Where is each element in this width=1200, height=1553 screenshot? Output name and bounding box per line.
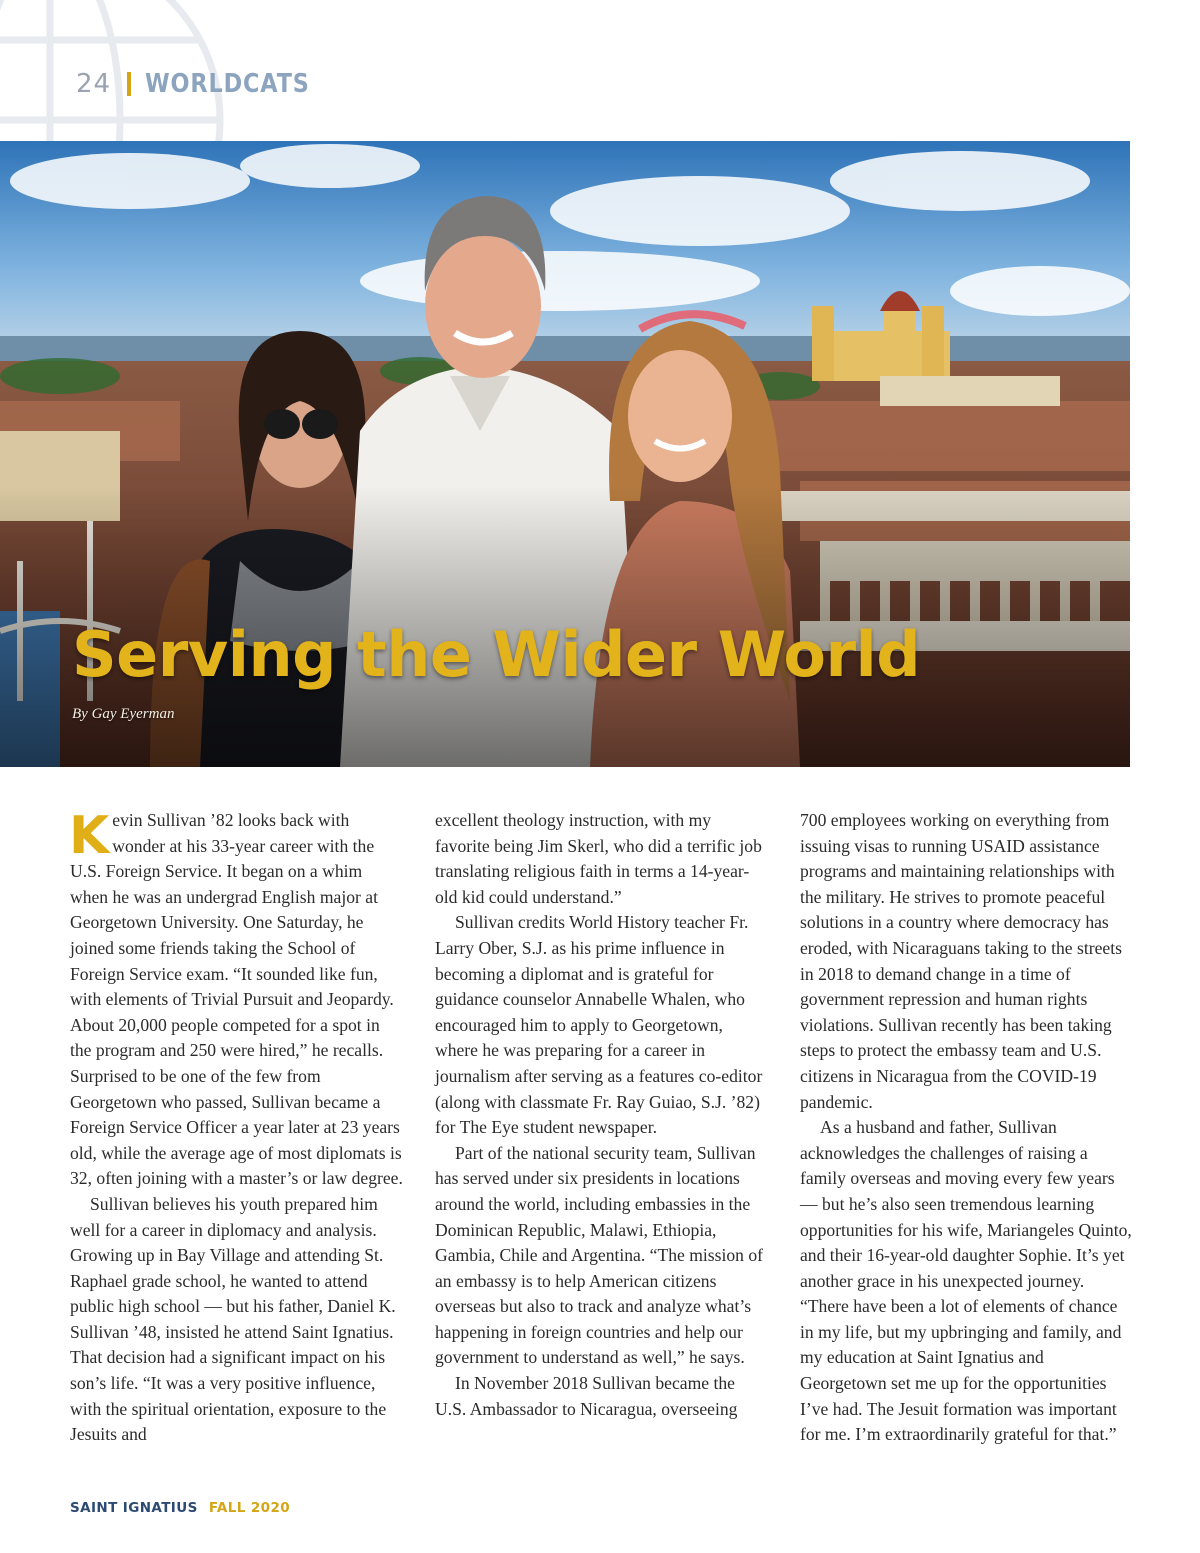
header-divider [127,72,131,96]
paragraph: excellent theology instruction, with my favorite being Jim Skerl, who did a terrific job translating religious faith in terms a 14-year-old kid could understand.” [435,810,762,907]
paragraph: Part of the national security team, Sullivan has served under six presidents in locations around the world, including embassies in the Dominican Republic, Malawi, Ethiopia, Gambia, Chile and Argentina. “The mission of an embassy is to help American citizens overseas but also to track and analyze what’s happening in foreign countries and help our government to understand as well,” he says. [435,1142,764,1368]
article-column-2 [435,808,768,1422]
section-title: WORLDCATS [145,69,310,99]
article-column-3 [800,808,1133,1448]
paragraph: Sullivan believes his youth prepared him well for a career in diplomacy and analysis. Growing up in Bay Village and attending St. Raphael grade school, he wanted to attend public high school — but his father, Daniel K. Sullivan ’48, insisted he attend Saint Ignatius. That decision had a significant impact on his son’s life. “It was a very positive influence, with the spiritual orientation, exposure to the Jesuits and [70,1193,396,1445]
paragraph: Kevin Sullivan ’82 looks back with wonder at his 33-year career with the U.S. Foreign Service. It began on a whim when he was an undergrad English major at Georgetown University. One Saturday, he joined some friends taking the School of Foreign Service exam. “It sounded like fun, with elements of Trivial Pursuit and Jeopardy. About 20,000 people competed for a spot in the program and 250 were hired,” he recalls. Surprised to be one of the few from Georgetown who passed, Sullivan became a Foreign Service Officer a year later at 23 years old, while the average age of most diplomats is 32, often joining with a master’s or law degree. [69,806,403,1189]
drop-cap: K [69,806,110,866]
paragraph: In November 2018 Sullivan became the U.S. Ambassador to Nicaragua, overseeing [435,1373,738,1419]
byline: By Gay Eyerman [72,706,175,722]
article-title: Serving the Wider World [72,618,921,691]
paragraph: As a husband and father, Sullivan acknowledges the challenges of raising a family overseas and moving every few years — but he’s also seen tremendous learning opportunities for his wife, Mariangeles Quinto, and their 16-year-old daughter Sophie. It’s yet another grace in his unexpected journey. “There have been a lot of elements of chance in my life, but my upbringing and family, and my education at Saint Ignatius and Georgetown set me up for the opportunities I’ve had. The Jesuit formation was important for me. I’m extraordinarily grateful for that.” [800,1117,1132,1445]
page-number: 24 [76,69,112,99]
page-header [76,66,337,102]
publication-name: SAINT IGNATIUS [70,1500,198,1516]
paragraph: Sullivan credits World History teacher Fr. Larry Ober, S.J. as his prime influence in becoming a diplomat and is grateful for guidance counselor Annabelle Whalen, who encouraged him to apply to Georgetown, where he was preparing for a career in journalism after serving as a features co-editor (along with classmate Fr. Ray Guiao, S.J. ’82) for The Eye student newspaper. [435,912,763,1138]
paragraph: 700 employees working on everything from issuing visas to running USAID assistance programs and maintaining relationships with the military. He strives to promote peaceful solutions in a country where democracy has eroded, with Nicaraguans taking to the streets in 2018 to demand change in a time of government repression and human rights violations. Sullivan recently has been taking steps to protect the embassy team and U.S. citizens in Nicaragua from the COVID-19 pandemic. [800,810,1122,1112]
issue-date: FALL 2020 [208,1500,291,1516]
article-column-1 [70,808,403,1448]
page-footer [70,1500,290,1516]
